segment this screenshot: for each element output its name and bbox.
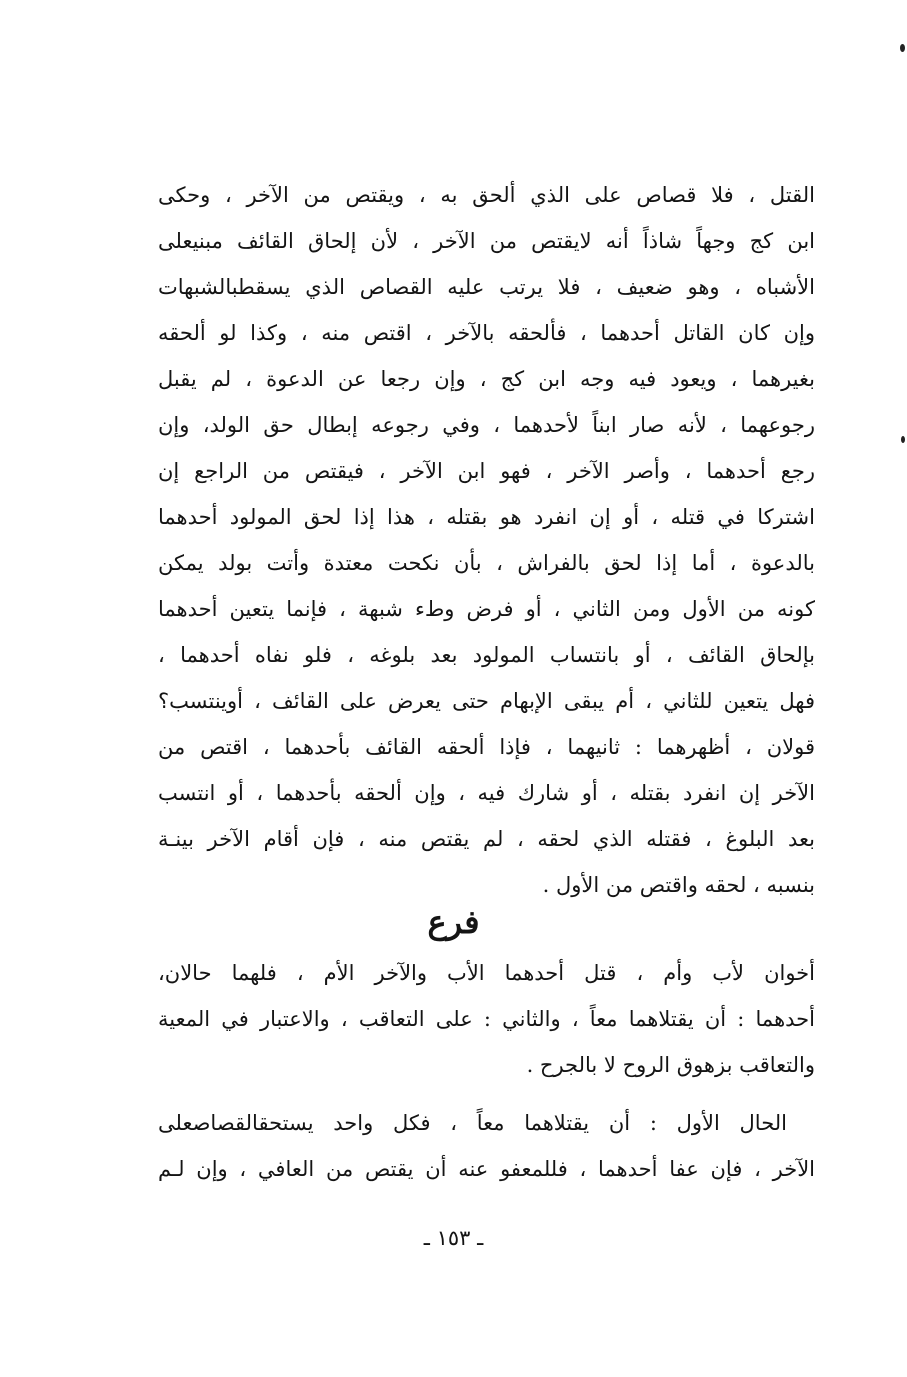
- text-line: القتل ، فلا قصاص على الذي ألحق به ، ويقتص من الآخر ، وحكى: [158, 183, 815, 207]
- branch-paragraph: [158, 950, 815, 1088]
- text-line: الحال الأول : أن يقتلاهما معاً ، فكل واحد يستحقالقصاصعلى: [158, 1111, 787, 1135]
- text-line: بالدعوة ، أما إذا لحق بالفراش ، بأن نكحت معتدة وأتت بولد يمكن: [158, 551, 815, 575]
- text-line: بغيرهما ، ويعود فيه وجه ابن كج ، وإن رجعا عن الدعوة ، لم يقبل: [158, 367, 815, 391]
- text-line: بعد البلوغ ، فقتله الذي لحقه ، لم يقتص منه ، فإن أقام الآخر بينـة: [158, 827, 815, 851]
- text-line: أخوان لأب وأم ، قتل أحدهما الأب والآخر الأم ، فلهما حالان،: [158, 961, 815, 985]
- text-line: بإلحاق القائف ، أو بانتساب المولود بعد بلوغه ، فلو نفاه أحدهما ،: [158, 643, 815, 667]
- text-line: وإن كان القاتل أحدهما ، فألحقه بالآخر ، اقتص منه ، وكذا لو ألحقه: [158, 321, 815, 345]
- text-line: الآخر ، فإن عفا أحدهما ، فللمعفو عنه أن يقتص من العافي ، وإن لـم: [158, 1157, 815, 1181]
- section-heading: فرع: [427, 903, 480, 941]
- first-case-paragraph: [158, 1100, 815, 1192]
- ink-speck: [900, 44, 905, 52]
- text-line: رجع أحدهما ، وأصر الآخر ، فهو ابن الآخر ، فيقتص من الراجع إن: [158, 459, 815, 483]
- text-line: فهل يتعين للثاني ، أم يبقى الإبهام حتى يعرض على القائف ، أوينتسب؟: [158, 689, 815, 713]
- text-line: قولان ، أظهرهما : ثانيهما ، فإذا ألحقه القائف بأحدهما ، اقتص من: [158, 735, 815, 759]
- page-number: ـ ١٥٣ ـ: [423, 1226, 484, 1250]
- text-line: كونه من الأول ومن الثاني ، أو فرض وطء شبهة ، فإنما يتعين أحدهما: [158, 597, 815, 621]
- text-line: أحدهما : أن يقتلاهما معاً ، والثاني : على التعاقب ، والاعتبار في المعية: [158, 1007, 815, 1031]
- text-line: رجوعهما ، لأنه صار ابناً لأحدهما ، وفي رجوعه إبطال حق الولد، وإن: [158, 413, 815, 437]
- text-line: الآخر إن انفرد بقتله ، أو شارك فيه ، وإن ألحقه بأحدهما ، أو انتسب: [158, 781, 815, 805]
- main-paragraph: [158, 172, 815, 908]
- text-line: والتعاقب بزهوق الروح لا بالجرح .: [526, 1053, 815, 1077]
- text-line: بنسبه ، لحقه واقتص من الأول .: [542, 873, 815, 897]
- text-line: ابن كج وجهاً شاذاً أنه لايقتص من الآخر ، لأن إلحاق القائف مبنيعلى: [158, 229, 815, 253]
- text-line: اشتركا في قتله ، أو إن انفرد هو بقتله ، هذا إذا لحق المولود أحدهما: [158, 505, 815, 529]
- ink-speck: [901, 436, 905, 443]
- text-line: الأشباه ، وهو ضعيف ، فلا يرتب عليه القصاص الذي يسقطبالشبهات: [158, 275, 815, 299]
